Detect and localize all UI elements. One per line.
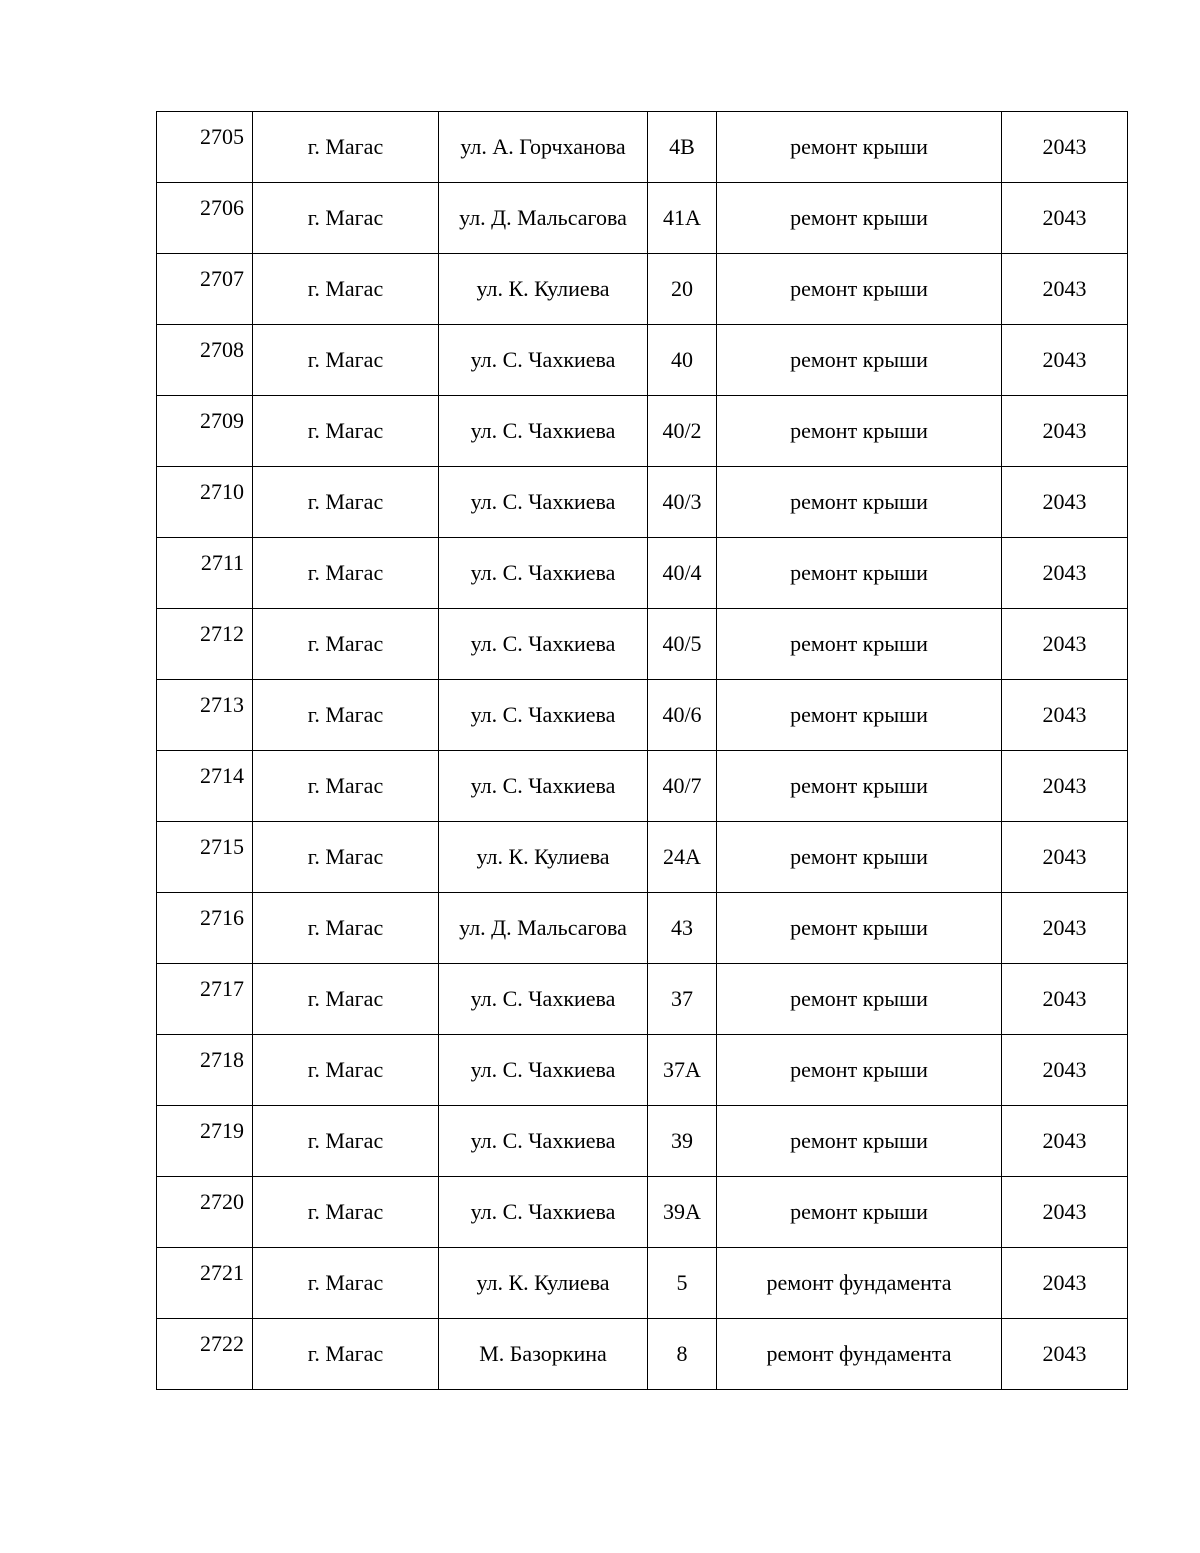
- row-number-cell: 2718: [157, 1035, 253, 1106]
- work-type-cell: ремонт фундамента: [717, 1319, 1002, 1390]
- row-number-cell: 2709: [157, 396, 253, 467]
- table-row: [157, 1035, 1128, 1106]
- street-cell: ул. Д. Мальсагова: [439, 893, 648, 964]
- city-cell: г. Магас: [253, 1106, 439, 1177]
- table-row: [157, 1177, 1128, 1248]
- row-number-cell: 2713: [157, 680, 253, 751]
- house-number-cell: 40/4: [648, 538, 717, 609]
- city-cell: г. Магас: [253, 1248, 439, 1319]
- street-cell: ул. С. Чахкиева: [439, 396, 648, 467]
- year-cell: 2043: [1002, 1248, 1128, 1319]
- street-cell: ул. К. Кулиева: [439, 254, 648, 325]
- city-cell: г. Магас: [253, 609, 439, 680]
- year-cell: 2043: [1002, 1177, 1128, 1248]
- row-number-cell: 2712: [157, 609, 253, 680]
- street-cell: ул. С. Чахкиева: [439, 609, 648, 680]
- table-row: [157, 254, 1128, 325]
- house-number-cell: 43: [648, 893, 717, 964]
- house-number-cell: 20: [648, 254, 717, 325]
- row-number-cell: 2719: [157, 1106, 253, 1177]
- city-cell: г. Магас: [253, 112, 439, 183]
- street-cell: ул. С. Чахкиева: [439, 1177, 648, 1248]
- row-number-cell: 2717: [157, 964, 253, 1035]
- city-cell: г. Магас: [253, 1035, 439, 1106]
- street-cell: ул. С. Чахкиева: [439, 680, 648, 751]
- row-number-cell: 2710: [157, 467, 253, 538]
- table-row: [157, 325, 1128, 396]
- year-cell: 2043: [1002, 325, 1128, 396]
- year-cell: 2043: [1002, 751, 1128, 822]
- work-type-cell: ремонт крыши: [717, 467, 1002, 538]
- year-cell: 2043: [1002, 538, 1128, 609]
- work-type-cell: ремонт крыши: [717, 964, 1002, 1035]
- work-type-cell: ремонт крыши: [717, 609, 1002, 680]
- city-cell: г. Магас: [253, 254, 439, 325]
- house-number-cell: 8: [648, 1319, 717, 1390]
- year-cell: 2043: [1002, 254, 1128, 325]
- table-row: [157, 538, 1128, 609]
- house-number-cell: 24А: [648, 822, 717, 893]
- table-row: [157, 183, 1128, 254]
- street-cell: ул. С. Чахкиева: [439, 1106, 648, 1177]
- city-cell: г. Магас: [253, 538, 439, 609]
- table-row: [157, 609, 1128, 680]
- street-cell: ул. С. Чахкиева: [439, 467, 648, 538]
- table-row: [157, 112, 1128, 183]
- street-cell: М. Базоркина: [439, 1319, 648, 1390]
- year-cell: 2043: [1002, 1106, 1128, 1177]
- work-type-cell: ремонт фундамента: [717, 1248, 1002, 1319]
- city-cell: г. Магас: [253, 964, 439, 1035]
- house-number-cell: 40: [648, 325, 717, 396]
- city-cell: г. Магас: [253, 396, 439, 467]
- work-type-cell: ремонт крыши: [717, 822, 1002, 893]
- street-cell: ул. С. Чахкиева: [439, 538, 648, 609]
- city-cell: г. Магас: [253, 183, 439, 254]
- street-cell: ул. С. Чахкиева: [439, 751, 648, 822]
- house-number-cell: 39А: [648, 1177, 717, 1248]
- city-cell: г. Магас: [253, 893, 439, 964]
- year-cell: 2043: [1002, 609, 1128, 680]
- street-cell: ул. К. Кулиева: [439, 822, 648, 893]
- repair-schedule-table: [156, 111, 1128, 1390]
- year-cell: 2043: [1002, 183, 1128, 254]
- table-row: [157, 1106, 1128, 1177]
- table-row: [157, 680, 1128, 751]
- work-type-cell: ремонт крыши: [717, 112, 1002, 183]
- year-cell: 2043: [1002, 396, 1128, 467]
- city-cell: г. Магас: [253, 680, 439, 751]
- house-number-cell: 40/5: [648, 609, 717, 680]
- house-number-cell: 40/3: [648, 467, 717, 538]
- city-cell: г. Магас: [253, 822, 439, 893]
- city-cell: г. Магас: [253, 1177, 439, 1248]
- work-type-cell: ремонт крыши: [717, 325, 1002, 396]
- row-number-cell: 2720: [157, 1177, 253, 1248]
- work-type-cell: ремонт крыши: [717, 1177, 1002, 1248]
- year-cell: 2043: [1002, 112, 1128, 183]
- house-number-cell: 40/2: [648, 396, 717, 467]
- city-cell: г. Магас: [253, 1319, 439, 1390]
- table-row: [157, 1319, 1128, 1390]
- work-type-cell: ремонт крыши: [717, 1035, 1002, 1106]
- row-number-cell: 2705: [157, 112, 253, 183]
- row-number-cell: 2722: [157, 1319, 253, 1390]
- work-type-cell: ремонт крыши: [717, 183, 1002, 254]
- street-cell: ул. А. Горчханова: [439, 112, 648, 183]
- row-number-cell: 2721: [157, 1248, 253, 1319]
- work-type-cell: ремонт крыши: [717, 396, 1002, 467]
- row-number-cell: 2716: [157, 893, 253, 964]
- street-cell: ул. С. Чахкиева: [439, 325, 648, 396]
- row-number-cell: 2707: [157, 254, 253, 325]
- year-cell: 2043: [1002, 1319, 1128, 1390]
- house-number-cell: 5: [648, 1248, 717, 1319]
- work-type-cell: ремонт крыши: [717, 893, 1002, 964]
- house-number-cell: 40/7: [648, 751, 717, 822]
- year-cell: 2043: [1002, 964, 1128, 1035]
- work-type-cell: ремонт крыши: [717, 751, 1002, 822]
- table-row: [157, 396, 1128, 467]
- city-cell: г. Магас: [253, 325, 439, 396]
- year-cell: 2043: [1002, 467, 1128, 538]
- row-number-cell: 2708: [157, 325, 253, 396]
- city-cell: г. Магас: [253, 467, 439, 538]
- year-cell: 2043: [1002, 893, 1128, 964]
- street-cell: ул. Д. Мальсагова: [439, 183, 648, 254]
- row-number-cell: 2715: [157, 822, 253, 893]
- city-cell: г. Магас: [253, 751, 439, 822]
- house-number-cell: 4В: [648, 112, 717, 183]
- table-row: [157, 822, 1128, 893]
- year-cell: 2043: [1002, 680, 1128, 751]
- work-type-cell: ремонт крыши: [717, 538, 1002, 609]
- table-row: [157, 893, 1128, 964]
- table-row: [157, 751, 1128, 822]
- row-number-cell: 2711: [157, 538, 253, 609]
- house-number-cell: 37: [648, 964, 717, 1035]
- table-body: [157, 112, 1128, 1390]
- table-row: [157, 467, 1128, 538]
- house-number-cell: 41А: [648, 183, 717, 254]
- year-cell: 2043: [1002, 822, 1128, 893]
- house-number-cell: 40/6: [648, 680, 717, 751]
- work-type-cell: ремонт крыши: [717, 680, 1002, 751]
- street-cell: ул. К. Кулиева: [439, 1248, 648, 1319]
- row-number-cell: 2714: [157, 751, 253, 822]
- street-cell: ул. С. Чахкиева: [439, 1035, 648, 1106]
- house-number-cell: 37А: [648, 1035, 717, 1106]
- row-number-cell: 2706: [157, 183, 253, 254]
- street-cell: ул. С. Чахкиева: [439, 964, 648, 1035]
- table-row: [157, 964, 1128, 1035]
- table-row: [157, 1248, 1128, 1319]
- house-number-cell: 39: [648, 1106, 717, 1177]
- work-type-cell: ремонт крыши: [717, 254, 1002, 325]
- work-type-cell: ремонт крыши: [717, 1106, 1002, 1177]
- year-cell: 2043: [1002, 1035, 1128, 1106]
